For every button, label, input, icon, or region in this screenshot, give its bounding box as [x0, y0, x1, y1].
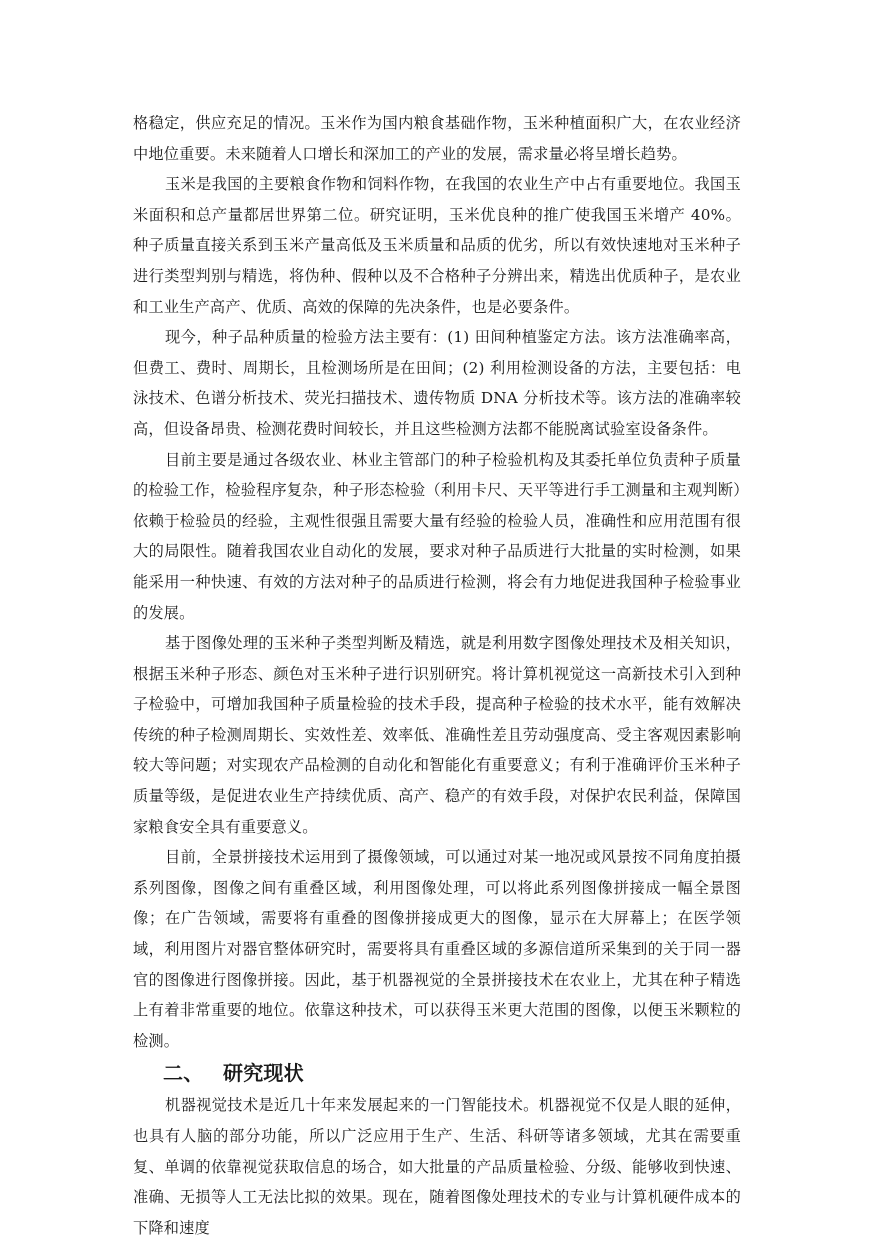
document-body — [133, 108, 741, 1243]
paragraph-inspection-methods: 现今，种子品种质量的检验方法主要有：(1) 田间种植鉴定方法。该方法准确率高，但费工、费时、周期长，且检测场所是在田间；(2) 利用检测设备的方法，主要包括：电泳技术、色谱分析技术、荧光扫描技术、遗传物质 DNA 分析技术等。该方法的准确率较高，但设备昂贵、检测花费时间较长，并且这些检测方法都不能脱离试验室设备条件。 — [133, 328, 741, 438]
section-title: 研究现状 — [223, 1061, 304, 1086]
paragraph-corn-importance: 玉米是我国的主要粮食作物和饲料作物，在我国的农业生产中占有重要地位。我国玉米面积和总产量都居世界第二位。研究证明，玉米优良种的推广使我国玉米增产 40%。种子质量直接关系到玉米产量高低及玉米质量和品质的优劣，所以有效快速地对玉米种子进行类型判别与精选，将伪种、假种以及不合格种子分辨出来，精选出优质种子，是农业和工业生产高产、优质、高效的保障的先决条件，也是必要条件。 — [133, 175, 741, 316]
paragraph-current-inspection: 目前主要是通过各级农业、林业主管部门的种子检验机构及其委托单位负责种子质量的检验工作，检验程序复杂，种子形态检验（利用卡尺、天平等进行手工测量和主观判断）依赖于检验员的经验，主观性很强且需要大量有经验的检验人员，准确性和应用范围有很大的局限性。随着我国农业自动化的发展，要求对种子品质进行大批量的实时检测，如果能采用一种快速、有效的方法对种子的品质进行检测，将会有力地促进我国种子检验事业的发展。 — [133, 450, 741, 622]
section-number: 二、 — [163, 1061, 204, 1086]
paragraph-image-processing: 基于图像处理的玉米种子类型判断及精选，就是利用数字图像处理技术及相关知识，根据玉米种子形态、颜色对玉米种子进行识别研究。将计算机视觉这一高新技术引入到种子检验中，可增加我国种子质量检验的技术手段，提高种子检验的技术水平，能有效解决传统的种子检测周期长、实效性差、效率低、准确性差且劳动强度高、受主客观因素影响较大等问题；对实现农产品检测的自动化和智能化有重要意义；有利于准确评价玉米种子质量等级，是促进农业生产持续优质、高产、稳产的有效手段，对保护农民利益，保障国家粮食安全具有重要意义。 — [133, 634, 741, 836]
paragraph-machine-vision: 机器视觉技术是近几十年来发展起来的一门智能技术。机器视觉不仅是人眼的延伸，也具有人脑的部分功能，所以广泛应用于生产、生活、科研等诸多领域，尤其在需要重复、单调的依靠视觉获取信息的场合，如大批量的产品质量检验、分级、能够收到快速、准确、无损等人工无法比拟的效果。现在，随着图像处理技术的专业与计算机硬件成本的下降和速度 — [133, 1096, 741, 1237]
paragraph-continuation: 格稳定，供应充足的情况。玉米作为国内粮食基础作物，玉米种植面积广大，在农业经济中地位重要。未来随着人口增长和深加工的产业的发展，需求量必将呈增长趋势。 — [133, 114, 741, 163]
paragraph-panorama-stitching: 目前，全景拼接技术运用到了摄像领域，可以通过对某一地况或风景按不同角度拍摄系列图像，图像之间有重叠区域，利用图像处理，可以将此系列图像拼接成一幅全景图像；在广告领域，需要将有重叠的图像拼接成更大的图像，显示在大屏幕上；在医学领域，利用图片对器官整体研究时，需要将具有重叠区域的多源信道所采集到的关于同一器官的图像进行图像拼接。因此，基于机器视觉的全景拼接技术在农业上，尤其在种子精选上有着非常重要的地位。依靠这种技术，可以获得玉米更大范围的图像，以便玉米颗粒的检测。 — [133, 848, 741, 1050]
section-heading — [133, 1056, 741, 1090]
